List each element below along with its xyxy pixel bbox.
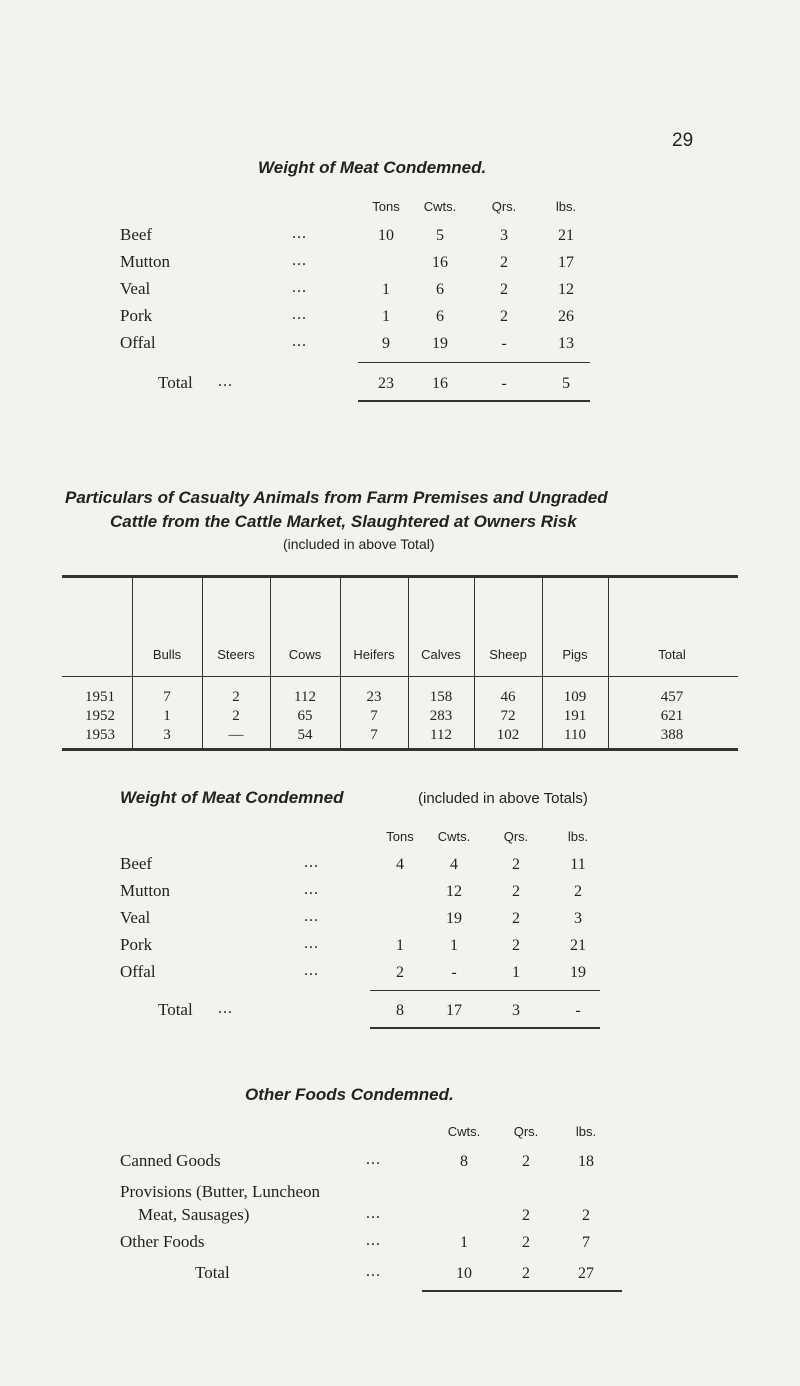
row-label: Pork	[120, 306, 153, 325]
col-header-heifers: Heifers	[353, 647, 395, 662]
cell-qrs: 2	[500, 254, 508, 271]
cell-pigs: 109	[563, 689, 587, 705]
cell-pigs: 110	[564, 727, 586, 743]
cell-lbs: 13	[558, 335, 574, 352]
leader-dots: ...	[218, 1000, 233, 1017]
col-header-sheep: Sheep	[489, 647, 527, 662]
row-label: Mutton	[120, 881, 171, 900]
header-cwts: Cwts.	[423, 199, 457, 214]
leader-dots: ...	[304, 935, 319, 952]
leader-dots: ...	[292, 225, 307, 242]
cell-bulls: 7	[163, 689, 171, 705]
col-header-pigs: Pigs	[562, 647, 588, 662]
cell-cwts: 8	[460, 1153, 468, 1170]
cell-qrs: 2	[522, 1153, 530, 1170]
row-year: 1953	[85, 727, 115, 743]
cell-cwts: 6	[436, 308, 444, 325]
cell-sheep: 46	[500, 689, 516, 705]
cell-sheep: 72	[500, 708, 516, 724]
cell-cwts: 4	[450, 856, 458, 873]
col-header-calves: Calves	[421, 647, 461, 662]
leader-dots: ...	[366, 1263, 381, 1280]
total-qrs: 3	[512, 1002, 520, 1019]
cell-qrs: 2	[512, 856, 520, 873]
section2-title-line1: Particulars of Casualty Animals from Farm Premises and Ungraded	[65, 488, 608, 507]
leader-dots: ...	[304, 962, 319, 979]
leader-dots: ...	[304, 881, 319, 898]
cell-cwts: 19	[446, 910, 462, 927]
section1-title: Weight of Meat Condemned.	[258, 158, 487, 177]
total-label: Total	[158, 1000, 193, 1019]
total-tons: 23	[378, 375, 394, 392]
leader-dots: ...	[292, 306, 307, 323]
header-tons: Tons	[386, 829, 414, 844]
cell-calves: 112	[430, 727, 452, 743]
header-lbs: lbs.	[555, 199, 577, 214]
header-tons: Tons	[372, 199, 400, 214]
leader-dots: ...	[292, 333, 307, 350]
cell-cows: 112	[294, 689, 316, 705]
cell-qrs: 2	[500, 308, 508, 325]
row-label: Veal	[120, 279, 151, 298]
row-label: Other Foods	[120, 1232, 205, 1251]
total-rule-bottom	[358, 400, 590, 402]
cell-steers: —	[228, 727, 244, 743]
cell-lbs: 18	[578, 1153, 594, 1170]
table-bottom-rule	[62, 748, 738, 751]
cell-lbs: 17	[558, 254, 574, 271]
cell-qrs: 1	[512, 964, 520, 981]
cell-cwts: 5	[436, 227, 444, 244]
total-cwts: 17	[446, 1002, 462, 1019]
header-cwts: Cwts.	[437, 829, 471, 844]
leader-dots: ...	[218, 373, 233, 390]
total-rule-bottom	[370, 1027, 600, 1029]
leader-dots: ...	[292, 279, 307, 296]
cell-lbs: 2	[582, 1207, 590, 1224]
total-rule-top	[358, 362, 590, 363]
cell-tons: 9	[382, 335, 390, 352]
total-tons: 8	[396, 1002, 404, 1019]
cell-cwts: 19	[432, 335, 448, 352]
total-cwts: 10	[456, 1265, 472, 1282]
cell-heifers: 7	[370, 708, 378, 724]
total-lbs: -	[575, 1002, 581, 1019]
cell-cwts: 6	[436, 281, 444, 298]
header-rule	[62, 676, 738, 677]
table-top-rule	[62, 575, 738, 578]
cell-steers: 2	[232, 708, 240, 724]
col-header-steers: Steers	[217, 647, 255, 662]
section2-title-line2: Cattle from the Cattle Market, Slaughtered at Owners Risk	[110, 512, 577, 531]
leader-dots: ...	[366, 1205, 381, 1222]
header-lbs: lbs.	[567, 829, 589, 844]
cell-cwts: -	[451, 964, 457, 981]
header-qrs: Qrs.	[503, 829, 529, 844]
total-lbs: 27	[578, 1265, 594, 1282]
cell-qrs: 3	[500, 227, 508, 244]
cell-steers: 2	[232, 689, 240, 705]
cell-total: 388	[660, 727, 684, 743]
cell-total: 457	[660, 689, 684, 705]
cell-lbs: 2	[574, 883, 582, 900]
section3-title-suffix: (included in above Totals)	[418, 790, 588, 807]
cell-qrs: 2	[512, 910, 520, 927]
cell-bulls: 3	[163, 727, 171, 743]
total-label: Total	[158, 373, 193, 392]
total-label: Total	[195, 1263, 230, 1282]
row-label: Beef	[120, 854, 153, 873]
row-label-continued: Meat, Sausages)	[138, 1205, 250, 1224]
row-label: Canned Goods	[120, 1151, 221, 1170]
header-qrs: Qrs.	[513, 1124, 539, 1139]
cell-qrs: -	[501, 335, 507, 352]
cell-sheep: 102	[496, 727, 520, 743]
header-qrs: Qrs.	[491, 199, 517, 214]
cell-tons: 1	[396, 937, 404, 954]
cell-calves: 283	[429, 708, 453, 724]
row-year: 1951	[85, 689, 115, 705]
cell-lbs: 3	[574, 910, 582, 927]
cell-qrs: 2	[512, 883, 520, 900]
total-rule-bottom	[422, 1290, 622, 1292]
cell-cows: 65	[297, 708, 313, 724]
cell-tons: 10	[378, 227, 394, 244]
total-qrs: -	[501, 375, 507, 392]
leader-dots: ...	[304, 908, 319, 925]
section4-title: Other Foods Condemned.	[245, 1085, 454, 1104]
total-rule-top	[370, 990, 600, 991]
leader-dots: ...	[366, 1151, 381, 1168]
leader-dots: ...	[292, 252, 307, 269]
row-label: Offal	[120, 962, 156, 981]
cell-tons: 1	[382, 281, 390, 298]
cell-cwts: 1	[450, 937, 458, 954]
row-label: Mutton	[120, 252, 171, 271]
row-year: 1952	[85, 708, 115, 724]
cell-lbs: 19	[570, 964, 586, 981]
section3-title: Weight of Meat Condemned	[120, 788, 344, 807]
total-lbs: 5	[562, 375, 570, 392]
cell-qrs: 2	[500, 281, 508, 298]
cell-cwts: 12	[446, 883, 462, 900]
cell-tons: 4	[396, 856, 404, 873]
leader-dots: ...	[304, 854, 319, 871]
row-label: Offal	[120, 333, 156, 352]
header-lbs: lbs.	[575, 1124, 597, 1139]
cell-qrs: 2	[522, 1207, 530, 1224]
section2-subtitle: (included in above Total)	[283, 536, 435, 552]
page-number: 29	[672, 130, 694, 151]
total-cwts: 16	[432, 375, 448, 392]
cell-lbs: 26	[558, 308, 574, 325]
col-header-cows: Cows	[288, 647, 322, 662]
cell-heifers: 23	[366, 689, 382, 705]
col-header-bulls: Bulls	[152, 647, 182, 662]
cell-lbs: 12	[558, 281, 574, 298]
cell-cwts: 16	[432, 254, 448, 271]
header-cwts: Cwts.	[447, 1124, 481, 1139]
cell-lbs: 7	[582, 1234, 590, 1251]
cell-cows: 54	[297, 727, 313, 743]
row-label: Pork	[120, 935, 153, 954]
cell-calves: 158	[429, 689, 453, 705]
cell-bulls: 1	[163, 708, 171, 724]
leader-dots: ...	[366, 1232, 381, 1249]
cell-heifers: 7	[370, 727, 378, 743]
row-label: Beef	[120, 225, 153, 244]
cell-cwts: 1	[460, 1234, 468, 1251]
row-label: Veal	[120, 908, 151, 927]
row-label: Provisions (Butter, Luncheon	[120, 1182, 320, 1201]
cell-lbs: 21	[570, 937, 586, 954]
col-header-total: Total	[658, 647, 686, 662]
total-qrs: 2	[522, 1265, 530, 1282]
cell-pigs: 191	[563, 708, 587, 724]
cell-qrs: 2	[512, 937, 520, 954]
cell-total: 621	[660, 708, 684, 724]
cell-tons: 1	[382, 308, 390, 325]
cell-qrs: 2	[522, 1234, 530, 1251]
cell-lbs: 11	[570, 856, 586, 873]
cell-tons: 2	[396, 964, 404, 981]
cell-lbs: 21	[558, 227, 574, 244]
